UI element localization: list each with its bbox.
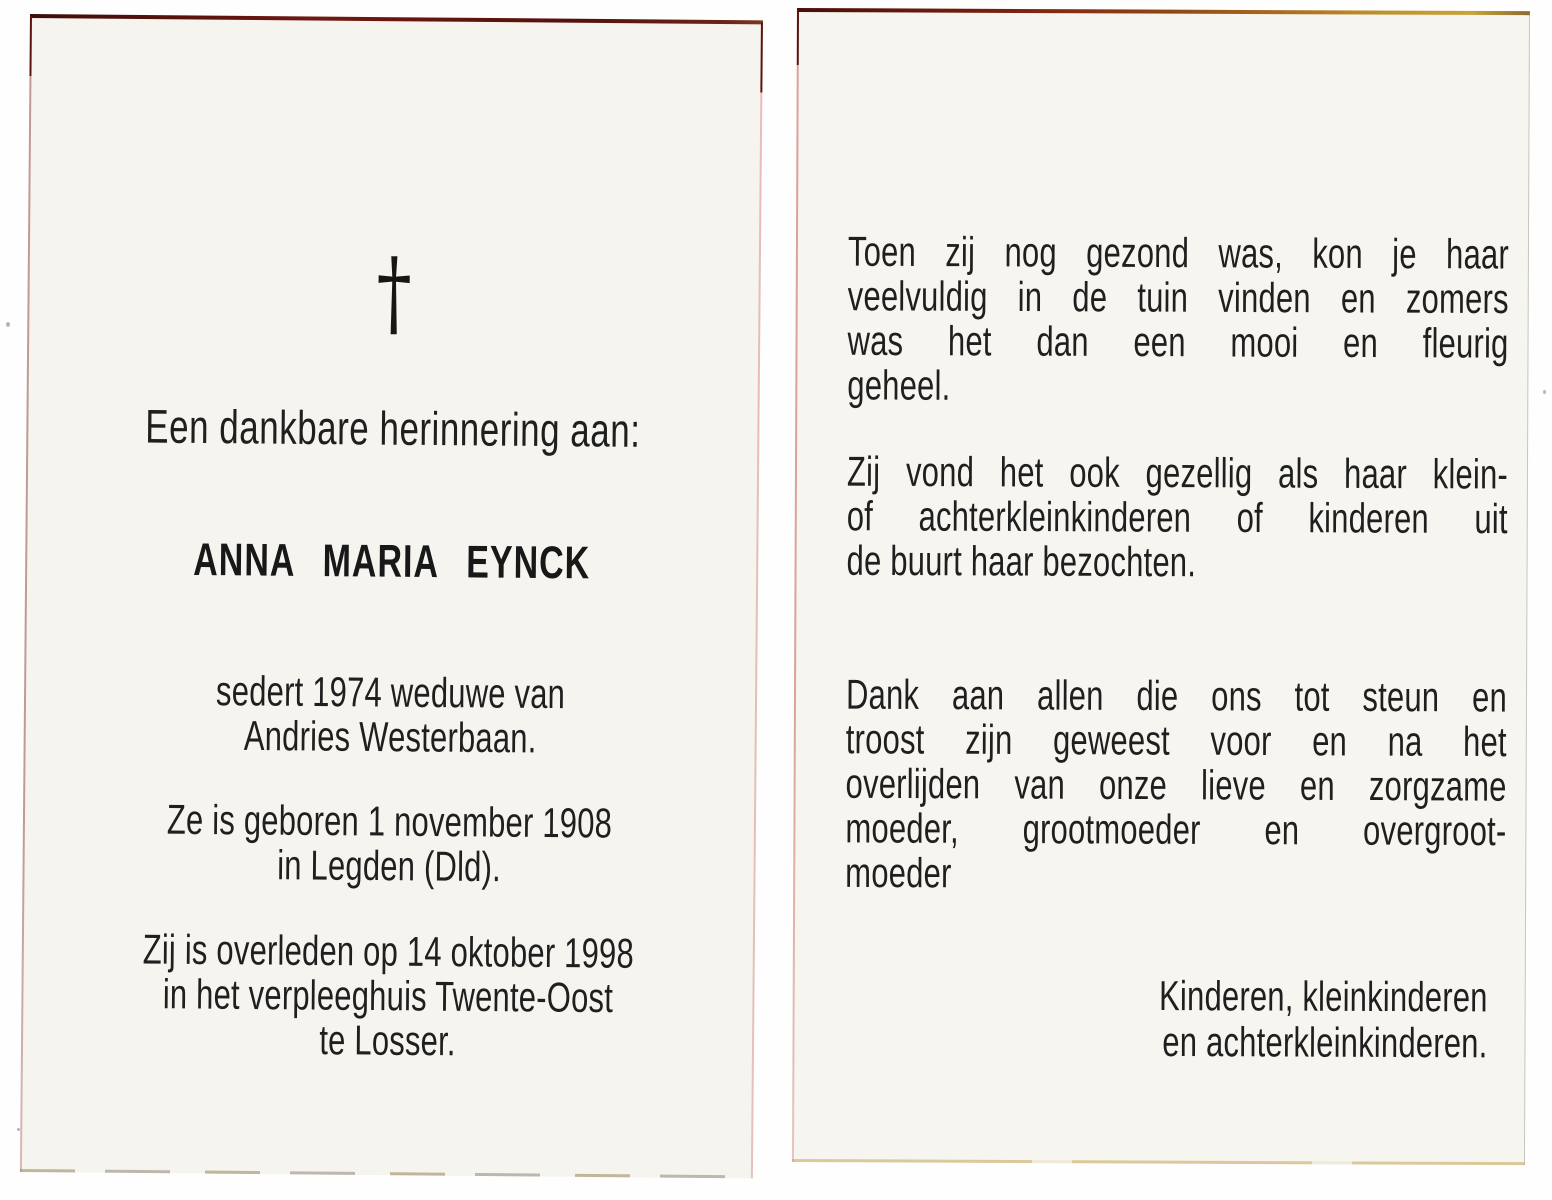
- scan-speck: [17, 1128, 20, 1131]
- memorial-card-front: [20, 14, 763, 1178]
- signature-line: Kinderen, kleinkinderen: [1158, 972, 1488, 1021]
- cross-block: [27, 237, 761, 349]
- death-info: [21, 926, 755, 1066]
- widow-line: Andries Westerbaan.: [243, 712, 537, 762]
- scan-speck: [6, 322, 10, 327]
- widow-info: [24, 667, 758, 762]
- paragraph-garden: [847, 229, 1509, 410]
- paragraph-line: Zij vond het ook gezellig als haar klein-: [846, 447, 1509, 499]
- card-right-edge: [1524, 13, 1530, 1165]
- cross-icon: †: [376, 237, 413, 349]
- paragraph-line: Toen zij nog gezond was, kon je haar: [847, 227, 1510, 279]
- scan-speck: [1543, 390, 1546, 394]
- dedication-text: Een dankbare herinnering aan:: [145, 400, 641, 458]
- birth-line: Ze is geboren 1 november 1908: [166, 795, 613, 848]
- signature-text: [844, 972, 1487, 1067]
- paragraph-visits: [846, 449, 1508, 586]
- paragraph-line: of achterkleinkinderen of kinderen uit: [846, 492, 1508, 543]
- card-top-edge: [797, 8, 1530, 15]
- death-line: te Losser.: [319, 1016, 456, 1065]
- paragraph-line: moeder, grootmoeder en overgroot-: [845, 804, 1507, 855]
- card-left-edge: [792, 10, 799, 1162]
- signature-line: en achterkleinkinderen.: [1162, 1018, 1488, 1067]
- paragraph-line: Dank aan allen die ons tot steun en: [845, 670, 1508, 722]
- card-bottom-edge: [20, 1169, 753, 1178]
- birth-line: in Legden (Dld).: [276, 841, 502, 891]
- paragraph-thanks: [845, 672, 1507, 898]
- card-bottom-edge: [792, 1159, 1525, 1165]
- paragraph-line: veelvuldig in de tuin vinden en zomers: [847, 272, 1509, 323]
- paragraph-line: troost zijn geweest voor en na het: [845, 715, 1507, 766]
- birth-info: [22, 796, 756, 891]
- card-top-edge: [30, 14, 763, 24]
- paragraph-line: was het dan een mooi en fleurig: [847, 316, 1509, 368]
- paragraph-line: overlijden van onze lieve en zorgzame: [845, 759, 1507, 811]
- paragraph-line: de buurt haar bezochten.: [846, 536, 1197, 586]
- widow-line: sedert 1974 weduwe van: [215, 667, 566, 718]
- paragraph-line: moeder: [845, 849, 952, 897]
- memorial-card-back: [792, 8, 1530, 1165]
- deceased-name: ANNA MARIA EYNCK: [193, 534, 591, 590]
- death-line: in het verpleeghuis Twente-Oost: [162, 970, 614, 1022]
- paragraph-line: geheel.: [847, 361, 951, 410]
- death-line: Zij is overleden op 14 oktober 1998: [142, 925, 635, 978]
